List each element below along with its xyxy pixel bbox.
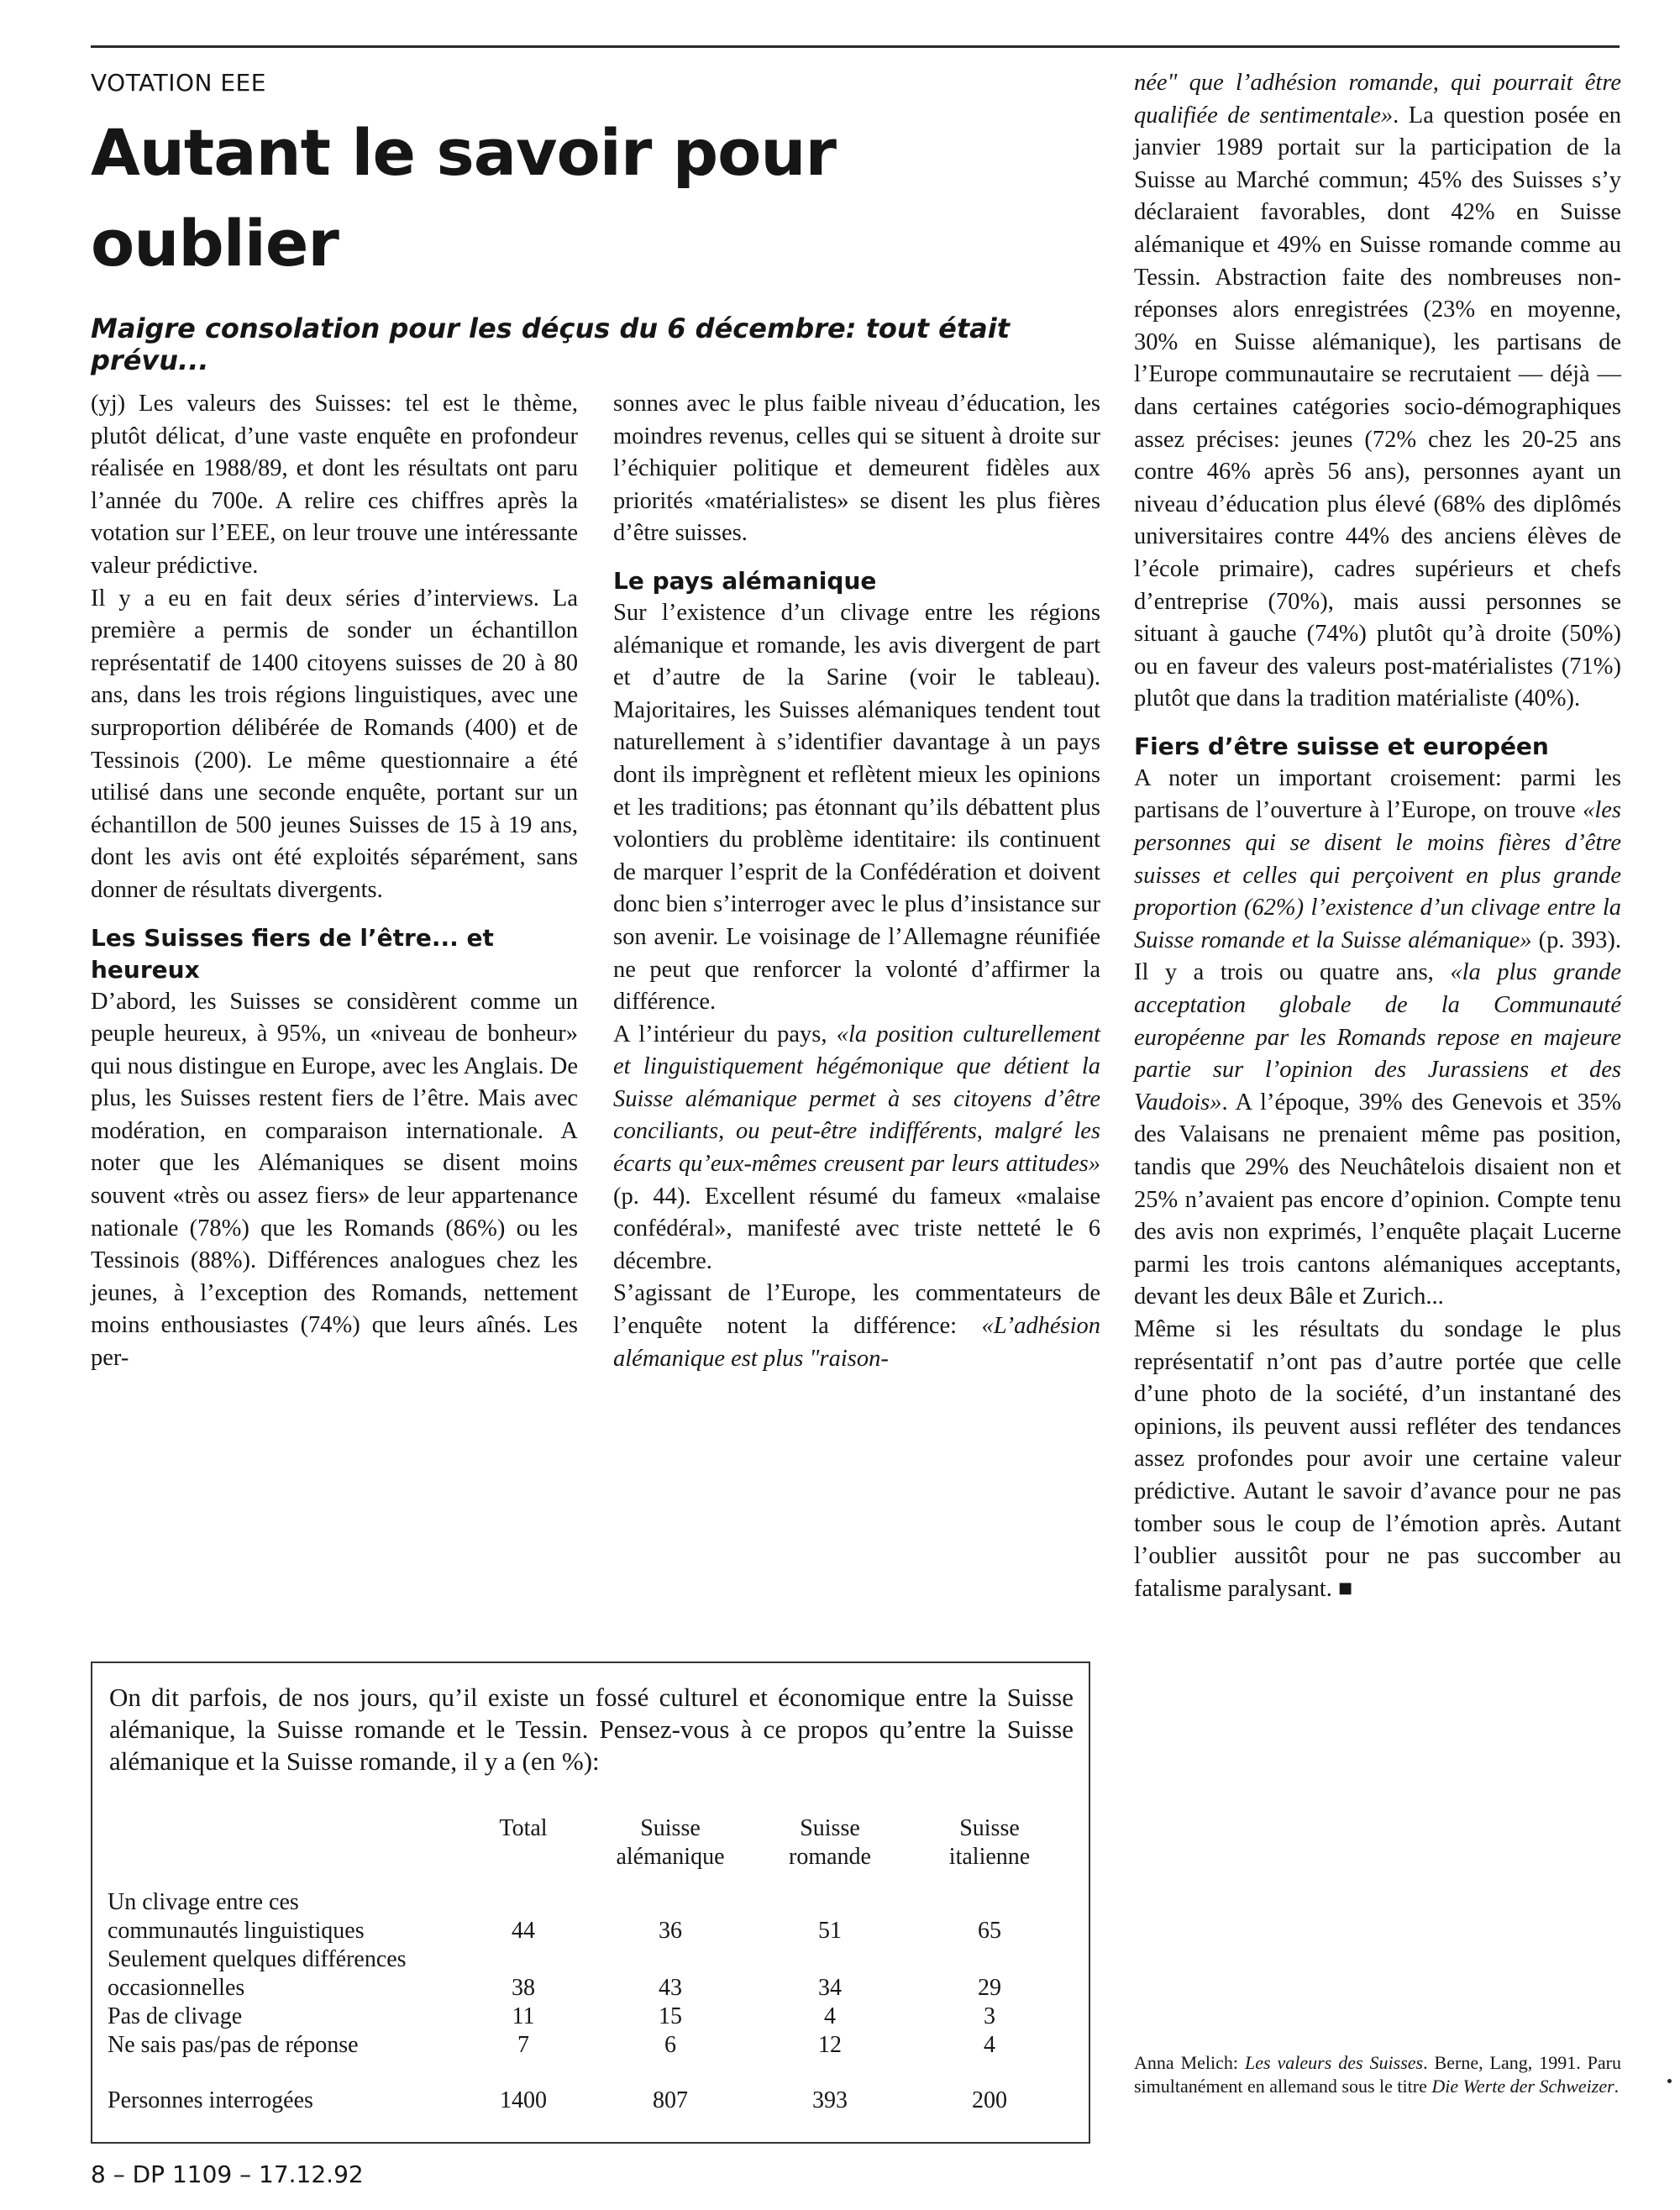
row-label: Pas de clivage [108, 2003, 243, 2029]
header-suisse-italienne [906, 1814, 1074, 1871]
text-run: . A l’époque, 39% des Genevois et 35% des Valaisans ne prenaient même pas position, tandis que 29% des Neuchâtelois disaient non et 25% n’avaient pas encore d’opinion. Compte tenu des avis non exprimés, l’enquête plaçait Lucerne parmi les trois cantons alémaniques acceptants, devant les deux Bâle et Zurich... [1134, 1089, 1621, 1310]
paragraph [613, 1019, 1100, 1278]
cell-total: 1400 [500, 2087, 547, 2113]
cell-suisse-romande: 393 [812, 2087, 848, 2113]
table-row-persons [108, 2087, 1074, 2115]
paragraph [1134, 1314, 1621, 1605]
ref-end: . [1614, 2076, 1620, 2097]
header-text: romande [789, 1844, 871, 1870]
cell-total: 11 [512, 2003, 535, 2029]
cell-suisse-italienne: 200 [972, 2087, 1007, 2113]
quotation: née" que l’adhésion romande, qui pourrait être qualifiée de sentimentale» [1134, 70, 1621, 129]
end-mark: ■ [1337, 1575, 1353, 1602]
row-label-line: communautés linguistiques [108, 1918, 365, 1944]
cell-suisse-alemanique: 36 [659, 1918, 682, 1944]
book-reference [1134, 2051, 1621, 2098]
cell-suisse-alemanique: 43 [659, 1975, 682, 2001]
headline: Autant le savoir pour oublier [91, 115, 836, 281]
cell-suisse-italienne: 65 [978, 1918, 1001, 1944]
cell-total: 44 [512, 1918, 535, 1944]
header-text: italienne [948, 1844, 1031, 1870]
cell-suisse-alemanique: 807 [653, 2087, 688, 2113]
ref-title: Les valeurs des Suisses [1245, 2052, 1424, 2073]
table-row [108, 1945, 1074, 2003]
table-header-row [108, 1814, 1074, 1871]
table-row [108, 2031, 1074, 2060]
survey-table [108, 1814, 1074, 2115]
paragraph [1134, 763, 1621, 1314]
cell-suisse-italienne: 4 [984, 2032, 995, 2058]
article-column-1 [91, 388, 578, 1375]
section-heading: Fiers d’être suisse et européen [1134, 732, 1549, 760]
paragraph: Sur l’existence d’un clivage entre les régions alémanique et romande, les avis divergent de part et d’autre de la Sarine (voir le tableau). Majoritaires, les Suisses alémaniques tendent tout naturellement à s’identifier davantage à un pays dont ils imprègnent et reflètent mieux les opinions et les traditions; pas étonnant qu’ils débattent plus volontiers du problème identitaire: ils continuent de marquer l’esprit de la Confédération et doivent donc bien s’interroger avec le plus d’insistance sur son avenir. Le voisinage de l’Allemagne réunifiée ne peut que renforcer la volonté d’affirmer la différence. [613, 599, 1100, 1016]
table-row [108, 2003, 1074, 2031]
quotation: «la plus grande acceptation globale de la Communauté européenne par les Romands repose en majeure partie sur l’opinion des Jurassiens et des Vaudois» [1134, 959, 1621, 1115]
header-suisse-alemanique [586, 1814, 754, 1871]
subtitle: Maigre consolation pour les déçus du 6 décembre: tout était prévu... [91, 312, 1010, 376]
section-heading: Le pays alémanique [613, 566, 877, 595]
text-run: S’agissant de l’Europe, les commentateurs de l’enquête notent la différence: [613, 1280, 1100, 1340]
paragraph: (yj) Les valeurs des Suisses: tel est le thème, plutôt délicat, d’une vaste enquête en profondeur réalisée en 1988/89, et dont les résultats ont paru l’année du 700e. A relire ces chiffres après la votation sur l’EEE, on leur trouve une intéressante valeur prédictive. [91, 391, 578, 579]
header-suisse-romande [754, 1814, 906, 1871]
article-column-2 [613, 388, 1100, 1375]
text-run: A noter un important croisement: parmi les partisans de l’ouverture à l’Europe, on trouve [1134, 764, 1621, 824]
row-label [108, 1945, 460, 2003]
text-run: (p. 44). Excellent résumé du fameux «malaise confédéral», manifesté avec triste netteté le 6 décembre. [613, 1183, 1100, 1274]
cell-suisse-romande: 4 [824, 2003, 836, 2029]
paragraph [613, 1278, 1100, 1375]
cell-suisse-romande: 12 [818, 2032, 842, 2058]
ref-details: . Berne, Lang, 1991. Paru simultanément en allemand sous le titre [1134, 2052, 1621, 2097]
cell-total: 38 [512, 1975, 535, 2001]
cell-suisse-italienne: 29 [978, 1975, 1001, 2001]
ref-author: Anna Melich: [1134, 2052, 1245, 2073]
row-label-line: Seulement quelques différences [108, 1946, 407, 1972]
section-kicker: VOTATION EEE [91, 69, 266, 97]
paragraph: Il y a eu en fait deux séries d’interviews. La première a permis de sonder un échantillon représentatif de 1400 citoyens suisses de 20 à 80 ans, dans les trois régions linguistiques, avec une surproportion délibérée de Romands (400) et de Tessinois (200). Le même questionnaire a été utilisé dans une seconde enquête, portant sur un échantillon de 500 jeunes Suisses de 15 à 19 ans, dont les avis ont été exploités séparément, sans donner de résultats divergents. [91, 585, 578, 903]
row-label [108, 1888, 460, 1945]
row-label-line: occasionnelles [108, 1975, 245, 2001]
article-column-3 [1134, 67, 1621, 1605]
header-text: Suisse [800, 1815, 860, 1841]
cell-suisse-romande: 51 [818, 1918, 842, 1944]
header-text: Total [499, 1815, 548, 1841]
cell-suisse-romande: 34 [818, 1975, 842, 2001]
cell-suisse-alemanique: 6 [664, 2032, 676, 2058]
row-label: Personnes interrogées [108, 2087, 313, 2113]
header-empty [108, 1814, 460, 1871]
row-label-line: Un clivage entre ces [108, 1889, 299, 1915]
cell-suisse-alemanique: 15 [659, 2003, 682, 2029]
table-row [108, 1888, 1074, 1945]
text-run: Même si les résultats du sondage le plus représentatif n’ont pas d’autre portée que celle d’une photo de la société, d’un instantané des opinions, ils peuvent aussi refléter des tendances assez profondes pour avoir une certaine valeur prédictive. Autant le savoir d’avance pour ne pas tomber sous le coup de l’émotion après. Autant l’oublier aussitôt pour ne pas succomber au fatalisme paralysant. [1134, 1315, 1621, 1602]
cell-suisse-italienne: 3 [984, 2003, 995, 2029]
paragraph: sonnes avec le plus faible niveau d’éducation, les moindres revenus, celles qui se situent à droite sur l’échiquier politique et demeurent fidèles aux priorités «matérialistes» se disent les plus fières d’être suisses. [613, 391, 1100, 547]
row-label: Ne sais pas/pas de réponse [108, 2032, 359, 2058]
header-text: Suisse [959, 1815, 1020, 1841]
text-run: (p. 393). Il y a trois ou quatre ans, [1134, 927, 1621, 986]
paragraph: D’abord, les Suisses se considèrent comme un peuple heureux, à 95%, un «niveau de bonheur» qui nous distingue en Europe, avec les Anglais. De plus, les Suisses restent fiers de l’être. Mais avec modération, en comparaison internationale. A noter que les Alémaniques se disent moins souvent «très ou assez fiers» de leur appartenance nationale (78%) que les Romands (86%) ou les Tessinois (88%). Différences analogues chez les jeunes, à l’exception des Romands, nettement moins enthousiastes (74%) que leurs aînés. Les per- [91, 988, 578, 1372]
ink-dot [1667, 2079, 1672, 2083]
header-total [460, 1814, 586, 1871]
quotation: «la position culturellement et linguistiquement hégémonique que détient la Suisse alémanique permet à ses citoyens d’être conciliants, ou peut-être indifférents, malgré les écarts qu’eux-mêmes creusent par leurs attitudes» [613, 1021, 1100, 1178]
page-folio: 8 – DP 1109 – 17.12.92 [91, 2160, 364, 2188]
top-rule [91, 45, 1620, 48]
paragraph [1134, 67, 1621, 716]
survey-question: On dit parfois, de nos jours, qu’il existe un fossé culturel et économique entre la Suisse alémanique, la Suisse romande et le Tessin. Pensez-vous à ce propos qu’entre la Suisse alémanique et la Suisse romande, il y a (en %): [109, 1682, 1074, 1776]
text-run: . La question posée en janvier 1989 portait sur la participation de la Suisse au Marché commun; 45% des Suisses s’y déclaraient favorables, dont 42% en Suisse alémanique et 49% en Suisse romande comme au Tessin. Abstraction faite des nombreuses non-réponses alors enregistrées (23% en moyenne, 30% en Suisse alémanique), les partisans de l’Europe communautaire se recrutaient — déjà — dans certaines catégories socio-démographiques assez précises: jeunes (72% chez les 20-25 ans contre 46% après 56 ans), personnes ayant un niveau d’éducation plus élevé (68% des diplômés universitaires contre 44% des anciens élèves de l’école primaire), cadres supérieurs et chefs d’entreprise (70%), mais aussi personnes se situant à gauche (74%) plutôt qu’à droite (50%) ou en faveur des valeurs post-matérialistes (71%) plutôt que dans la tradition matérialiste (40%). [1134, 102, 1621, 712]
survey-table-box [91, 1661, 1090, 2144]
cell-total: 7 [517, 2032, 529, 2058]
section-heading: Les Suisses fiers de l’être... et heureux [91, 923, 494, 984]
header-text: Suisse [640, 1815, 701, 1841]
header-text: alémanique [616, 1844, 725, 1870]
ref-title-german: Die Werte der Schweizer [1431, 2076, 1614, 2097]
text-run: A l’intérieur du pays, [613, 1021, 837, 1047]
quotation: «L’adhésion alémanique est plus "raison- [613, 1313, 1100, 1372]
quotation: «les personnes qui se disent le moins fières d’être suisses et celles qui perçoivent en plus grande proportion (62%) l’existence d’un clivage entre la Suisse romande et la Suisse alémanique» [1134, 797, 1621, 953]
